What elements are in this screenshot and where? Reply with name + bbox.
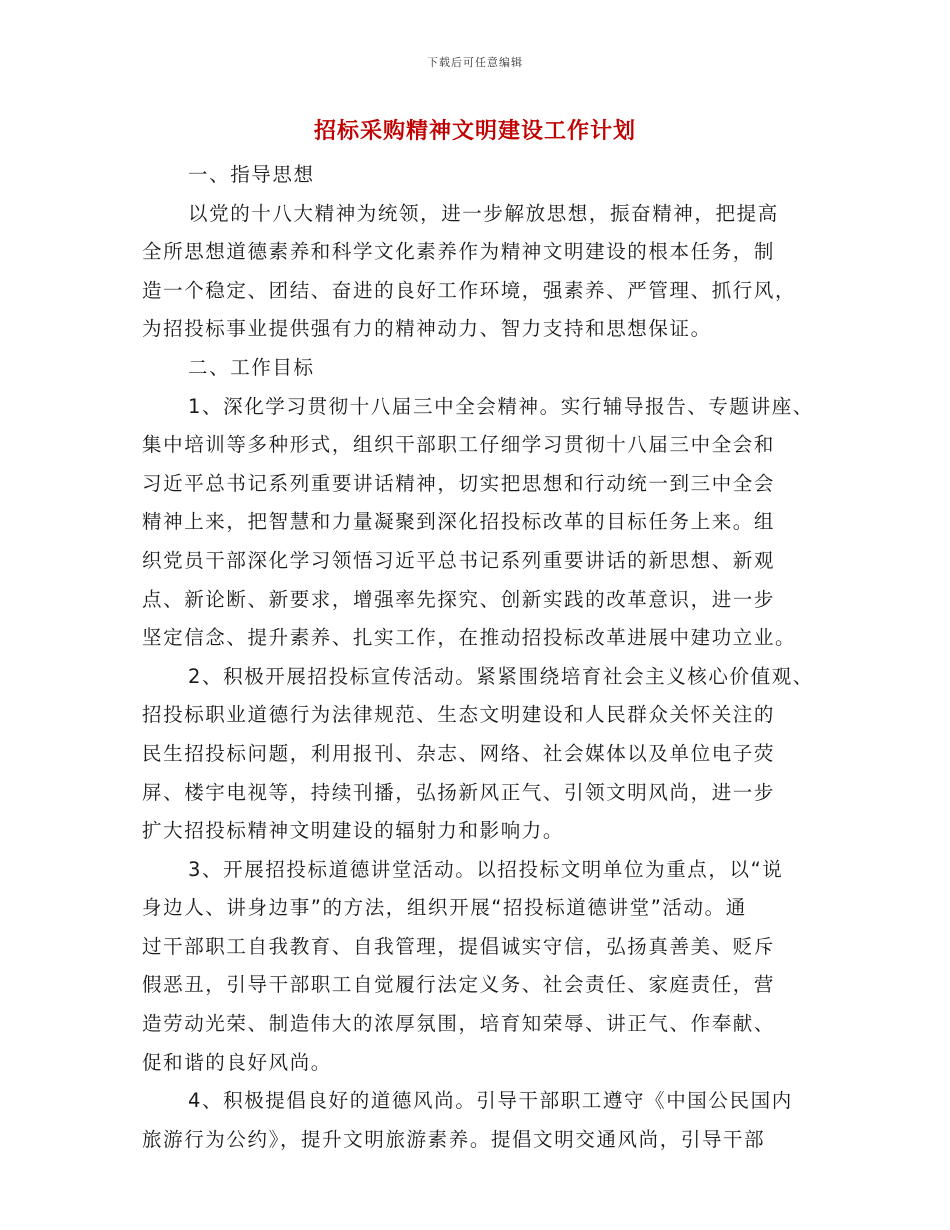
paragraph-line: 习近平总书记系列重要讲话精神，切实把思想和行动统一到三中全会 [142, 471, 776, 495]
paragraph-line: 4、积极提倡良好的道德风尚。引导干部职工遵守《中国公民国内 [188, 1089, 793, 1113]
paragraph-line: 屏、楼宇电视等，持续刊播，弘扬新风正气、引领文明风尚，进一步 [142, 780, 776, 804]
paragraph-line: 织党员干部深化学习领悟习近平总书记系列重要讲话的新思想、新观 [142, 548, 776, 572]
header-note: 下载后可任意编辑 [427, 56, 523, 69]
paragraph-line: 3、开展招投标道德讲堂活动。以招投标文明单位为重点，以“说 [188, 857, 784, 881]
paragraph-line: 造一个稳定、团结、奋进的良好工作环境，强素养、严管理、抓行风， [142, 278, 797, 302]
paragraph-line: 以党的十八大精神为统领，进一步解放思想，振奋精神，把提高 [188, 201, 779, 225]
paragraph-line: 为招投标事业提供强有力的精神动力、智力支持和思想保证。 [142, 317, 712, 341]
paragraph-line: 造劳动光荣、制造伟大的浓厚氛围，培育知荣辱、讲正气、作奉献、 [142, 1012, 776, 1036]
paragraph-line: 坚定信念、提升素养、扎实工作，在推动招投标改革进展中建功立业。 [142, 626, 797, 650]
paragraph-line: 全所思想道德素养和科学文化素养作为精神文明建设的根本任务，制 [142, 240, 776, 264]
paragraph-line: 招投标职业道德行为法律规范、生态文明建设和人民群众关怀关注的 [142, 703, 776, 727]
paragraph-line: 旅游行为公约》，提升文明旅游素养。提倡文明交通风尚，引导干部 [142, 1127, 766, 1151]
paragraph-line: 扩大招投标精神文明建设的辐射力和影响力。 [142, 819, 565, 843]
section-heading: 二、工作目标 [188, 355, 315, 379]
paragraph-line: 集中培训等多种形式，组织干部职工仔细学习贯彻十八届三中全会和 [142, 433, 776, 457]
paragraph-line: 过干部职工自我教育、自我管理，提倡诚实守信，弘扬真善美、贬斥 [142, 934, 776, 958]
paragraph-line: 民生招投标问题，利用报刊、杂志、网络、社会媒体以及单位电子荧 [142, 741, 776, 765]
paragraph-line: 2、积极开展招投标宣传活动。紧紧围绕培育社会主义核心价值观、 [188, 664, 814, 688]
section-heading: 一、指导思想 [188, 163, 315, 186]
paragraph-line: 1、深化学习贯彻十八届三中全会精神。实行辅导报告、专题讲座、 [188, 394, 814, 418]
document-body [142, 156, 832, 1159]
document-title: 招标采购精神文明建设工作计划 [313, 119, 636, 144]
paragraph-line: 假恶丑，引导干部职工自觉履行法定义务、社会责任、家庭责任，营 [142, 973, 776, 997]
paragraph-line: 点、新论断、新要求，增强率先探究、创新实践的改革意识，进一步 [142, 587, 776, 611]
paragraph-line: 促和谐的良好风尚。 [142, 1050, 332, 1074]
paragraph-line: 身边人、讲身边事”的方法，组织开展“招投标道德讲堂”活动。通 [142, 896, 747, 920]
paragraph-line: 精神上来，把智慧和力量凝聚到深化招投标改革的目标任务上来。组 [142, 510, 776, 534]
